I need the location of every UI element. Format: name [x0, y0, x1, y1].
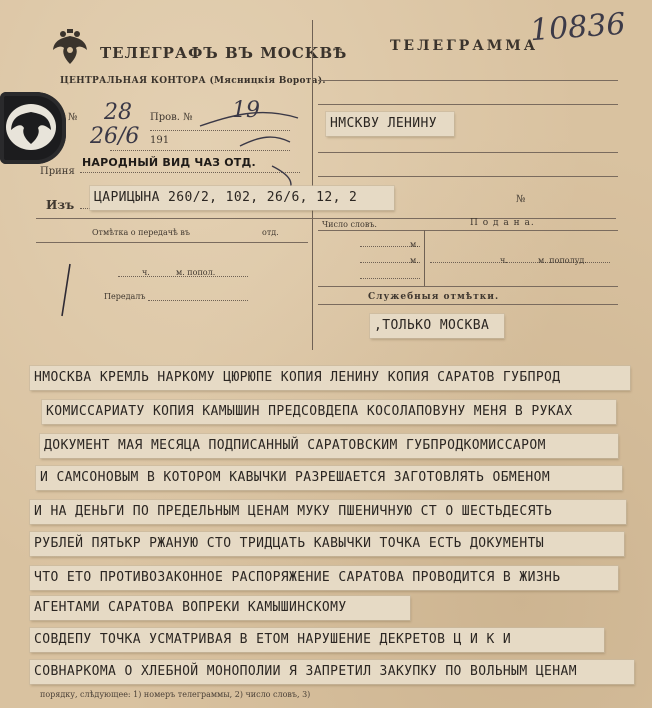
- office-title: ТЕЛЕГРАФЪ ВЪ МОСКВѢ: [100, 44, 348, 62]
- marks-suffix: отд.: [262, 228, 279, 237]
- form-rule: [318, 286, 618, 287]
- handwritten-number: 28: [104, 100, 132, 125]
- form-dotline: [360, 278, 420, 279]
- form-rule: [318, 230, 618, 231]
- body-line-3: ДОКУМЕНТ МАЯ МЕСЯЦА ПОДПИСАННЫЙ САРАТОВСКИМ ГУБПРОДКОМИССАРОМ: [40, 434, 618, 458]
- archive-number: 10836: [528, 6, 627, 49]
- number-sign: №: [68, 112, 78, 123]
- service-marks-label: Служебныя отмѣтки.: [368, 292, 500, 302]
- filed-label: П о д а н а.: [470, 218, 535, 228]
- from-label: Изъ: [46, 198, 75, 212]
- form-rule: [36, 242, 308, 243]
- form-rule: [318, 176, 618, 177]
- received-label: Приня: [40, 166, 75, 177]
- telegram-heading: ТЕЛЕГРАММА: [390, 38, 539, 54]
- handwritten-time: 19: [232, 98, 260, 123]
- transmitted-label: Передалъ: [104, 292, 146, 301]
- form-divider: [312, 20, 313, 350]
- ink-mark-icon: [56, 262, 76, 322]
- body-line-7: ЧТО ЕТО ПРОТИВОЗАКОННОЕ РАСПОРЯЖЕНИЕ САРАТОВА ПРОВОДИТСЯ В ЖИЗНЬ: [30, 566, 618, 590]
- handwritten-date: 26/6: [90, 124, 140, 149]
- month-abbr: м.: [410, 240, 419, 249]
- form-divider: [424, 230, 425, 286]
- stamp-overprint: НАРОДНЫЙ ВИД ЧАЗ ОТД.: [82, 156, 256, 169]
- body-line-9: СОВДЕПУ ТОЧКА УСМАТРИВАЯ В ЕТОМ НАРУШЕНИЕ ДЕКРЕТОВ Ц И К И: [30, 628, 604, 652]
- form-rule: [318, 80, 618, 81]
- origin-strip: ЦАРИЦЫНА 260/2, 102, 26/6, 12, 2: [90, 186, 394, 210]
- afternoon-label: м. пополуд.: [538, 256, 587, 265]
- address-strip: НМСКВУ ЛЕНИНУ: [326, 112, 454, 136]
- only-moscow-strip: ,ТОЛЬКО МОСКВА: [370, 314, 504, 338]
- body-line-8: АГЕНТАМИ САРАТОВА ВОПРЕКИ КАМЫШИНСКОМУ: [30, 596, 410, 620]
- hour-abbr: ч.: [500, 256, 508, 265]
- form-rule: [318, 152, 618, 153]
- body-line-10: СОВНАРКОМА О ХЛЕБНОЙ МОНОПОЛИИ Я ЗАПРЕТИЛ ЗАКУПКУ ПО ВОЛЬНЫМ ЦЕНАМ: [30, 660, 634, 684]
- form-footer-print: порядку, слѣдующее: 1) номеръ телеграммы, 2) число словъ, 3): [40, 690, 311, 699]
- office-subtitle: ЦЕНТРАЛЬНАЯ КОНТОРА (Мясницкiя Ворота).: [60, 76, 326, 86]
- body-line-6: РУБЛЕЙ ПЯТЬКР РЖАНУЮ СТО ТРИДЦАТЬ КАВЫЧКИ ТОЧКА ЕСТЬ ДОКУМЕНТЫ: [30, 532, 624, 556]
- year-label: 191: [150, 135, 170, 146]
- body-line-5: И НА ДЕНЬГИ ПО ПРЕДЕЛЬНЫМ ЦЕНАМ МУКУ ПШЕНИЧНУЮ СТ О ШЕСТЬДЕСЯТЬ: [30, 500, 626, 524]
- number-sign-right: №: [516, 194, 526, 205]
- minute-label: м. попол.: [176, 268, 216, 277]
- stamp-seal: [6, 104, 56, 150]
- minute-abbr: м.: [410, 256, 419, 265]
- body-line-1: НМОСКВА КРЕМЛЬ НАРКОМУ ЦЮРЮПЕ КОПИЯ ЛЕНИНУ КОПИЯ САРАТОВ ГУБПРОД: [30, 366, 630, 390]
- body-line-2: КОМИССАРИАТУ КОПИЯ КАМЫШИН ПРЕДСОВДЕПА КОСОЛАПОВУНУ МЕНЯ В РУКАХ: [42, 400, 616, 424]
- stamp-eagle-icon: [6, 104, 56, 150]
- marks-label: Отмѣтка о передачѣ въ: [92, 228, 190, 237]
- form-rule: [318, 304, 618, 305]
- form-rule: [318, 104, 618, 105]
- form-dotline: [148, 300, 248, 301]
- rubber-stamp: [0, 92, 66, 164]
- hour-label: ч.: [142, 268, 150, 277]
- eagle-emblem-icon: [52, 28, 88, 68]
- prov-label: Пров. №: [150, 112, 193, 123]
- words-label: Число словъ.: [322, 220, 377, 229]
- body-line-4: И САМСОНОВЫМ В КОТОРОМ КАВЫЧКИ РАЗРЕШАЕТСЯ ЗАГОТОВЛЯТЬ ОБМЕНОМ: [36, 466, 622, 490]
